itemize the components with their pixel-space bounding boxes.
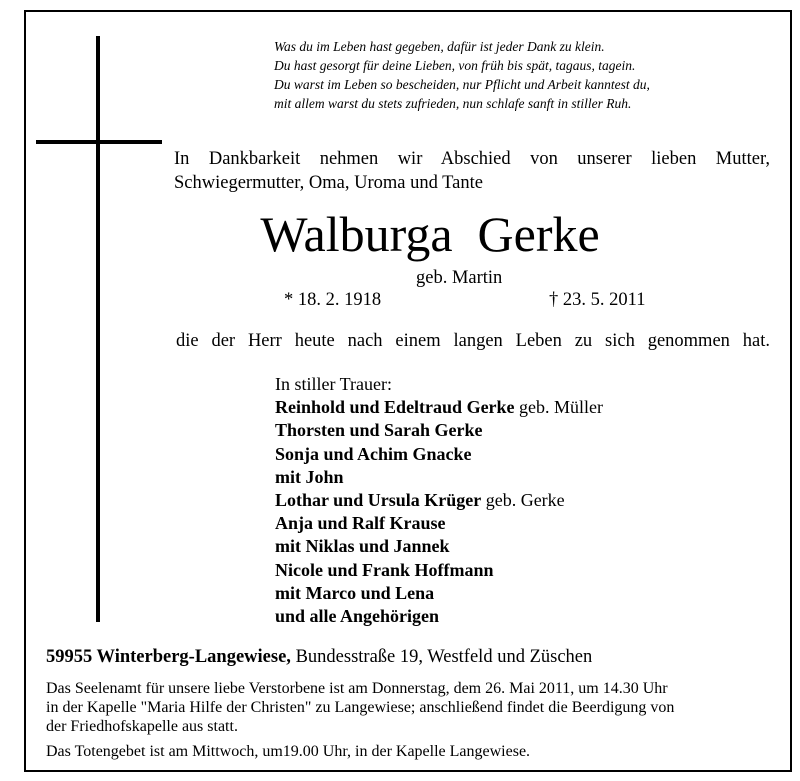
list-item (275, 466, 603, 489)
mourner-name: Nicole und Frank Hoffmann (275, 559, 494, 580)
address-city: 59955 Winterberg-Langewiese, (46, 647, 291, 667)
list-item (275, 605, 603, 628)
list-item (275, 535, 603, 558)
list-item (275, 489, 603, 512)
intro-line: In Dankbarkeit nehmen wir Abschied von unserer lieben Mutter, (174, 149, 770, 169)
list-item (275, 559, 603, 582)
poem (274, 37, 650, 113)
service-line: in der Kapelle "Maria Hilfe der Christen" zu Langewiese; anschließend findet die Beerdigung von (46, 699, 675, 716)
address (46, 647, 592, 668)
prayer-paragraph: Das Totengebet ist am Mittwoch, um19.00 Uhr, in der Kapelle Langewiese. (46, 743, 531, 760)
address-street: Bundesstraße 19, Westfeld und Züschen (290, 647, 593, 667)
mourners-heading: In stiller Trauer: (275, 374, 392, 394)
mourner-name: Anja und Ralf Krause (275, 513, 446, 534)
mourner-name: mit Marco und Lena (275, 582, 435, 603)
poem-line: mit allem warst du stets zufrieden, nun schlafe sanft in stiller Ruh. (274, 96, 632, 111)
cross-icon-vertical (96, 36, 100, 622)
mourner-name: Lothar und Ursula Krüger (275, 490, 482, 511)
mourner-suffix: geb. Gerke (481, 490, 565, 511)
deceased-name: Walburga Gerke (260, 206, 600, 262)
list-item (275, 419, 603, 442)
farewell-phrase: die der Herr heute nach einem langen Leben zu sich genommen hat. (176, 331, 770, 351)
mourner-suffix: geb. Müller (514, 397, 604, 418)
list-item (275, 582, 603, 605)
list-item (275, 443, 603, 466)
intro-text (174, 147, 770, 195)
mourner-name: und alle Angehörigen (275, 606, 440, 627)
service-line: Das Seelenamt für unsere liebe Verstorbene ist am Donnerstag, dem 26. Mai 2011, um 14.30 Uhr (46, 680, 668, 697)
mourner-name: Sonja und Achim Gnacke (275, 443, 472, 464)
mourner-name: mit Niklas und Jannek (275, 536, 450, 557)
list-item (275, 396, 603, 419)
mourner-name: mit John (275, 466, 344, 487)
death-date: † 23. 5. 2011 (549, 290, 646, 310)
birth-name: geb. Martin (416, 268, 503, 288)
poem-line: Was du im Leben hast gegeben, dafür ist jeder Dank zu klein. (274, 39, 605, 54)
mourner-name: Thorsten und Sarah Gerke (275, 420, 483, 441)
mourner-name: Reinhold und Edeltraud Gerke (275, 397, 515, 418)
birth-date: * 18. 2. 1918 (284, 290, 382, 310)
poem-line: Du warst im Leben so bescheiden, nur Pflicht und Arbeit kanntest du, (274, 77, 650, 92)
intro-line: Schwiegermutter, Oma, Uroma und Tante (174, 173, 483, 193)
service-paragraph (46, 679, 776, 736)
mourners-list (275, 373, 603, 628)
service-notice (46, 679, 776, 761)
service-line: der Friedhofskapelle aus statt. (46, 718, 238, 735)
cross-icon-horizontal (36, 140, 162, 144)
poem-line: Du hast gesorgt für deine Lieben, von früh bis spät, tagaus, tagein. (274, 58, 636, 73)
list-item (275, 512, 603, 535)
